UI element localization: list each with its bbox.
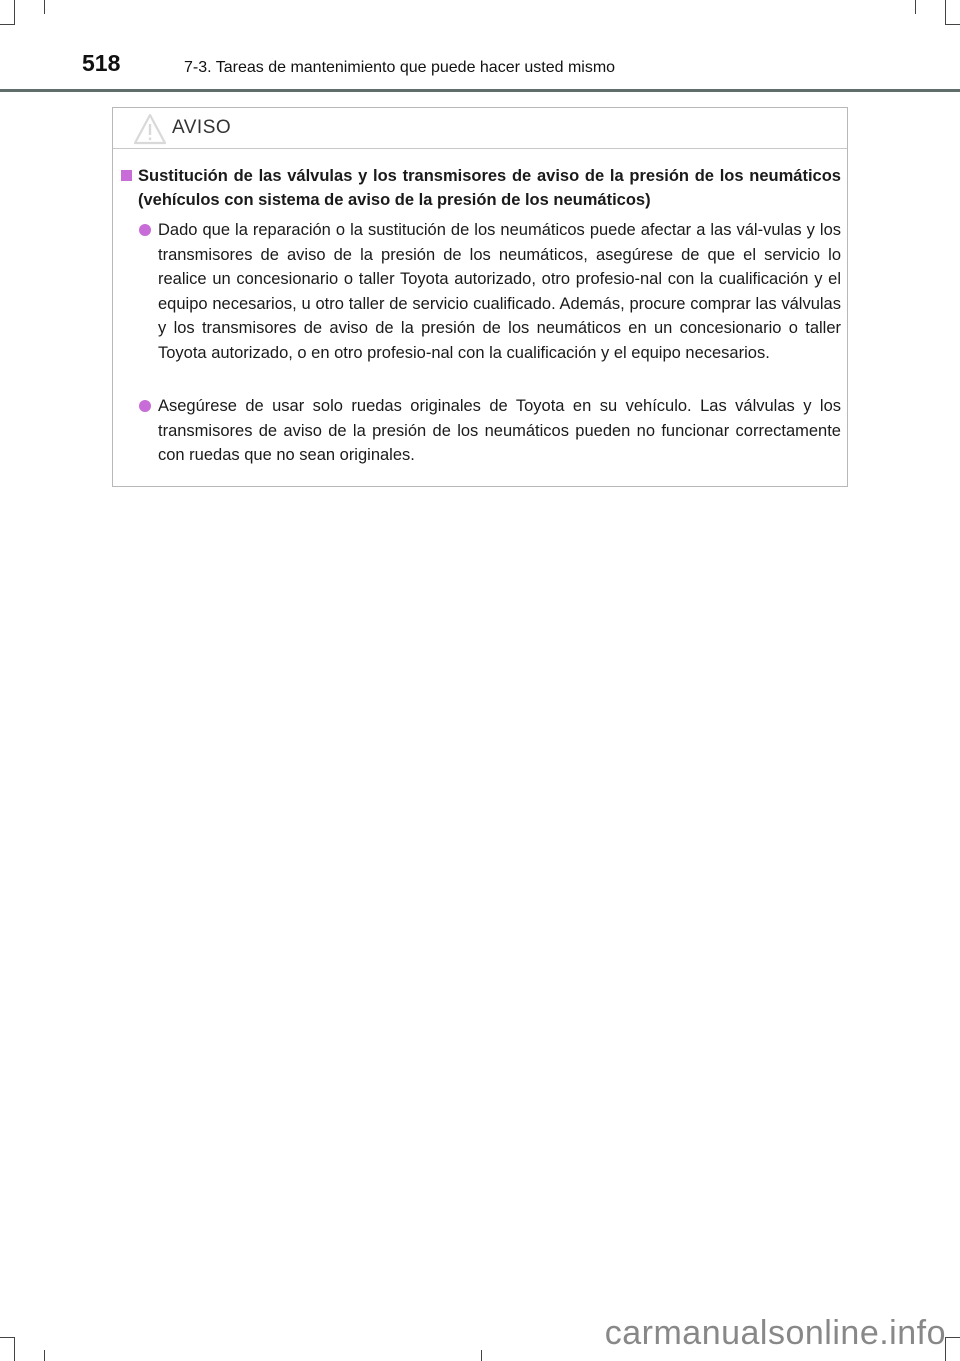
list-item	[139, 218, 841, 365]
warning-box	[112, 107, 848, 487]
crop-mark	[14, 0, 15, 24]
list-item	[139, 394, 841, 468]
crop-mark	[0, 1337, 15, 1338]
square-bullet-icon	[121, 170, 132, 181]
dot-bullet-icon	[139, 224, 151, 236]
section-heading-text: Sustitución de las válvulas y los transmisores de aviso de la presión de los neumáticos (vehículos con sistema de aviso de la presión de los neumáticos)	[138, 167, 841, 209]
crop-mark	[945, 1337, 960, 1338]
warning-header	[113, 108, 847, 149]
section-title: 7-3. Tareas de mantenimiento que puede hacer usted mismo	[184, 59, 616, 76]
page-number: 518	[82, 50, 121, 76]
section-heading	[121, 164, 841, 212]
header-rule	[0, 89, 960, 92]
crop-mark	[915, 0, 916, 14]
crop-mark	[945, 0, 946, 24]
crop-mark	[44, 1350, 45, 1361]
watermark: carmanualsonline.info	[604, 1314, 946, 1352]
list-item-text: Dado que la reparación o la sustitución de los neumáticos puede afectar a las vál-vulas y los transmisores de aviso de la presión de los neumáticos, asegúrese de que el servicio lo realice un concesionario o taller Toyota autorizado, otro profesio-nal con la cualificación y el equipo necesarios, u otro taller de servicio cualificado. Además, procure comprar las válvulas y los transmisores de aviso de la presión de los neumáticos en un concesionario o taller Toyota autorizado, o en otro profesio-nal con la cualificación y el equipo necesarios.	[158, 221, 841, 362]
warning-triangle-icon	[133, 113, 167, 150]
warning-title: AVISO	[172, 117, 232, 138]
crop-mark	[14, 1337, 15, 1361]
crop-mark	[481, 1350, 482, 1361]
dot-bullet-icon	[139, 400, 151, 412]
list-item-text: Asegúrese de usar solo ruedas originales de Toyota en su vehículo. Las válvulas y los transmisores de aviso de la presión de los neumáticos pueden no funcionar correctamente con ruedas que no sean originales.	[158, 397, 841, 464]
crop-mark	[44, 0, 45, 14]
crop-mark	[945, 24, 960, 25]
crop-mark	[0, 24, 15, 25]
